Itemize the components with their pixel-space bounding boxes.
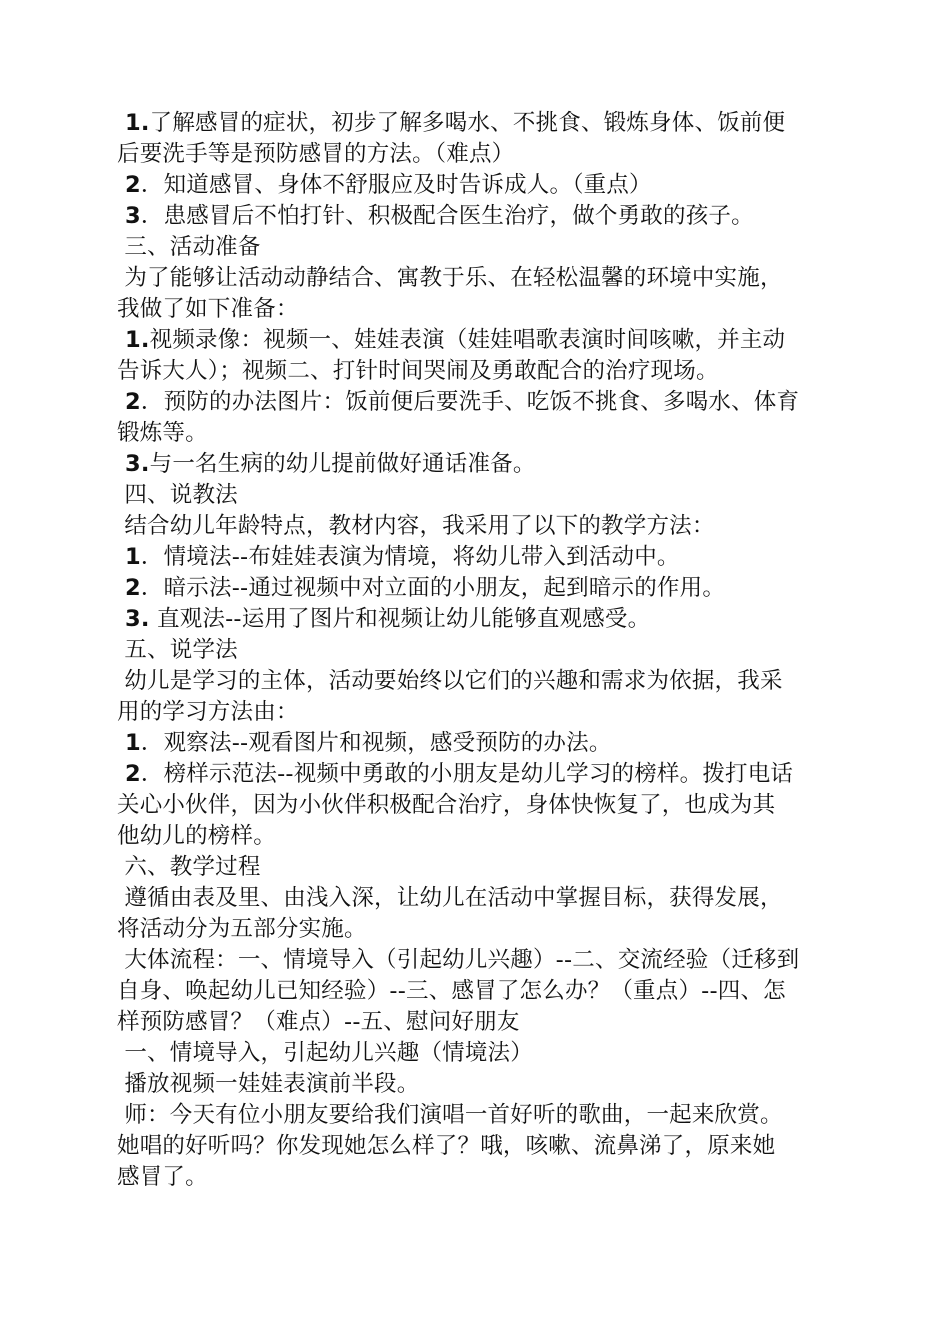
line-text: 自身、唤起幼儿已知经验）--三、感冒了怎么办？（重点）--四、怎 bbox=[117, 978, 786, 1004]
line-text: 关心小伙伴，因为小伙伴积极配合治疗，身体快恢复了，也成为其 bbox=[117, 792, 776, 818]
text-line bbox=[117, 1069, 839, 1100]
line-text: ．暗示法--通过视频中对立面的小朋友，起到暗示的作用。 bbox=[140, 575, 726, 601]
line-text: 我做了如下准备： bbox=[117, 296, 299, 322]
line-text: 了解感冒的症状，初步了解多喝水、不挑食、锻炼身体、饭前便 bbox=[149, 110, 786, 136]
text-line bbox=[117, 1038, 839, 1069]
line-text: 告诉大人）；视频二、打针时间哭闹及勇敢配合的治疗现场。 bbox=[117, 358, 719, 384]
item-number: 1 bbox=[117, 730, 141, 756]
line-text: 为了能够让活动动静结合、寓教于乐、在轻松温馨的环境中实施， bbox=[117, 265, 783, 291]
text-line bbox=[117, 263, 839, 294]
text-line bbox=[117, 976, 839, 1007]
line-text: 用的学习方法由： bbox=[117, 699, 299, 725]
text-line bbox=[117, 139, 839, 170]
text-line bbox=[117, 666, 839, 697]
text-line bbox=[117, 325, 839, 356]
line-text: 样预防感冒？（难点）--五、慰问好朋友 bbox=[117, 1009, 520, 1035]
line-text: 她唱的好听吗？你发现她怎么样了？哦，咳嗽、流鼻涕了，原来她 bbox=[117, 1133, 776, 1159]
item-number: 2 bbox=[117, 389, 141, 415]
line-text: 大体流程：一、情境导入（引起幼儿兴趣）--二、交流经验（迁移到 bbox=[117, 947, 800, 973]
text-line bbox=[117, 1007, 839, 1038]
line-text: 播放视频一娃娃表演前半段。 bbox=[117, 1071, 420, 1097]
text-line bbox=[117, 635, 839, 666]
line-text: 师：今天有位小朋友要给我们演唱一首好听的歌曲，一起来欣赏。 bbox=[117, 1102, 783, 1128]
line-text: 他幼儿的榜样。 bbox=[117, 823, 276, 849]
line-text: 直观法--运用了图片和视频让幼儿能够直观感受。 bbox=[149, 606, 651, 632]
line-text: 结合幼儿年龄特点，教材内容，我采用了以下的教学方法： bbox=[117, 513, 715, 539]
text-line bbox=[117, 1162, 839, 1193]
text-line bbox=[117, 170, 839, 201]
item-number: 3 bbox=[117, 203, 141, 229]
item-number: 1. bbox=[117, 110, 150, 136]
text-line bbox=[117, 356, 839, 387]
text-line bbox=[117, 511, 839, 542]
text-line bbox=[117, 542, 839, 573]
line-text: ．知道感冒、身体不舒服应及时告诉成人。（重点） bbox=[140, 172, 652, 198]
text-line bbox=[117, 604, 839, 635]
line-text: 锻炼等。 bbox=[117, 420, 208, 446]
item-number: 3. bbox=[117, 451, 150, 477]
text-line bbox=[117, 697, 839, 728]
line-text: 六、教学过程 bbox=[117, 854, 261, 880]
item-number: 2 bbox=[117, 172, 141, 198]
line-text: 后要洗手等是预防感冒的方法。（难点） bbox=[117, 141, 515, 167]
text-line bbox=[117, 1100, 839, 1131]
line-text: 将活动分为五部分实施。 bbox=[117, 916, 367, 942]
item-number: 2 bbox=[117, 761, 141, 787]
line-text: 四、说教法 bbox=[117, 482, 238, 508]
line-text: 五、说学法 bbox=[117, 637, 238, 663]
text-line bbox=[117, 294, 839, 325]
text-line bbox=[117, 914, 839, 945]
line-text: ．患感冒后不怕打针、积极配合医生治疗，做个勇敢的孩子。 bbox=[140, 203, 754, 229]
text-line bbox=[117, 573, 839, 604]
line-text: 遵循由表及里、由浅入深，让幼儿在活动中掌握目标，获得发展， bbox=[117, 885, 783, 911]
line-text: ．情境法--布娃娃表演为情境，将幼儿带入到活动中。 bbox=[140, 544, 680, 570]
line-text: 视频录像：视频一、娃娃表演（娃娃唱歌表演时间咳嗽，并主动 bbox=[149, 327, 786, 353]
line-text: 一、情境导入，引起幼儿兴趣（情境法） bbox=[117, 1040, 533, 1066]
text-line bbox=[117, 449, 839, 480]
text-line bbox=[117, 201, 839, 232]
text-line bbox=[117, 945, 839, 976]
text-line bbox=[117, 728, 839, 759]
item-number: 2 bbox=[117, 575, 141, 601]
text-line bbox=[117, 759, 839, 790]
text-line bbox=[117, 387, 839, 418]
item-number: 3. bbox=[117, 606, 150, 632]
text-line bbox=[117, 108, 839, 139]
line-text: 与一名生病的幼儿提前做好通话准备。 bbox=[149, 451, 536, 477]
text-line bbox=[117, 418, 839, 449]
text-line bbox=[117, 480, 839, 511]
item-number: 1. bbox=[117, 327, 150, 353]
line-text: ．观察法--观看图片和视频，感受预防的办法。 bbox=[140, 730, 612, 756]
text-line bbox=[117, 821, 839, 852]
line-text: 感冒了。 bbox=[117, 1164, 208, 1190]
text-line bbox=[117, 232, 839, 263]
line-text: 幼儿是学习的主体，活动要始终以它们的兴趣和需求为依据，我采 bbox=[117, 668, 783, 694]
text-line bbox=[117, 883, 839, 914]
line-text: ．预防的办法图片：饭前便后要洗手、吃饭不挑食、多喝水、体育 bbox=[140, 389, 800, 415]
document-body bbox=[117, 108, 839, 1193]
text-line bbox=[117, 1131, 839, 1162]
text-line bbox=[117, 790, 839, 821]
line-text: ．榜样示范法--视频中勇敢的小朋友是幼儿学习的榜样。拨打电话 bbox=[140, 761, 794, 787]
line-text: 三、活动准备 bbox=[117, 234, 261, 260]
text-line bbox=[117, 852, 839, 883]
item-number: 1 bbox=[117, 544, 141, 570]
